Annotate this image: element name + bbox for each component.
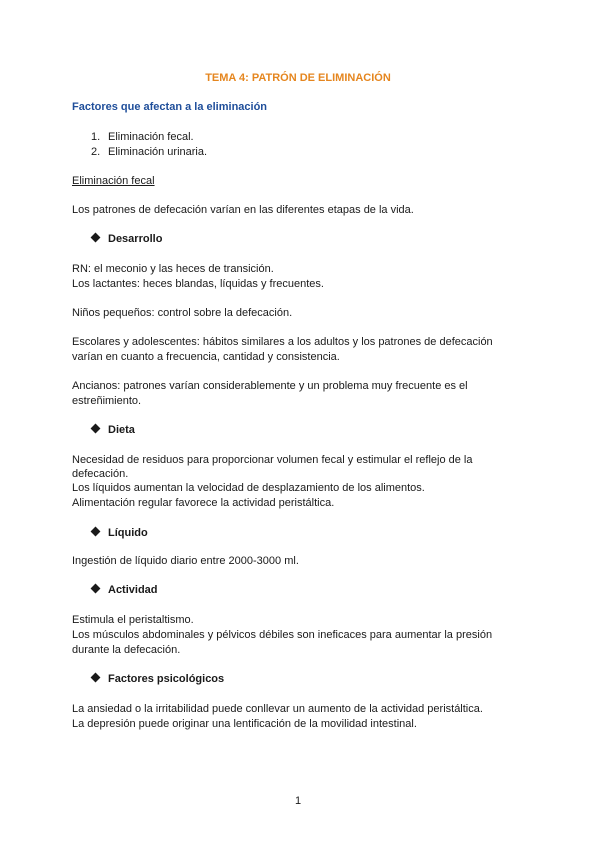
section-heading: Factores que afectan a la eliminación: [72, 101, 268, 113]
diamond-bullet-icon: [91, 584, 101, 594]
paragraph-line: La ansiedad o la irritabilidad puede conllevar un aumento de la actividad peristáltica.: [72, 703, 483, 715]
paragraph-line: RN: el meconio y las heces de transición.: [72, 263, 274, 275]
bullet-heading: [92, 526, 148, 541]
list-item: Eliminación urinaria.: [108, 146, 208, 158]
bullet-heading: [92, 232, 162, 247]
paragraph-line: La depresión puede originar una lentificación de la movilidad intestinal.: [72, 718, 417, 730]
bullet-heading: [92, 583, 158, 598]
page-number: 1: [294, 795, 302, 807]
paragraph-line: varían en cuanto a frecuencia, cantidad y consistencia.: [72, 351, 340, 363]
list-item-number: 2.: [91, 146, 101, 158]
paragraph-line: Escolares y adolescentes: hábitos similares a los adultos y los patrones de defecación: [72, 336, 493, 348]
paragraph-line: Estimula el peristaltismo.: [72, 614, 194, 626]
subheading: Eliminación fecal: [72, 175, 155, 187]
bullet-heading-label: Desarrollo: [108, 233, 163, 245]
list-item: Eliminación fecal.: [108, 131, 194, 143]
paragraph-line: durante la defecación.: [72, 644, 181, 656]
paragraph-line: Niños pequeños: control sobre la defecación.: [72, 307, 293, 319]
paragraph-line: defecación.: [72, 468, 129, 480]
bullet-heading-label: Dieta: [108, 424, 135, 436]
paragraph-line: Los lactantes: heces blandas, líquidas y frecuentes.: [72, 278, 324, 290]
bullet-heading-label: Líquido: [108, 527, 148, 539]
list-item-number: 1.: [91, 131, 101, 143]
bullet-heading-label: Factores psicológicos: [108, 673, 225, 685]
bullet-heading: [92, 672, 224, 687]
paragraph-line: Los músculos abdominales y pélvicos débiles son ineficaces para aumentar la presión: [72, 629, 493, 641]
paragraph-line: Ancianos: patrones varían considerablemente y un problema muy frecuente es el: [72, 380, 468, 392]
paragraph-line: Los líquidos aumentan la velocidad de desplazamiento de los alimentos.: [72, 482, 425, 494]
bullet-heading: [92, 423, 135, 438]
paragraph-line: Ingestión de líquido diario entre 2000-3000 ml.: [72, 555, 299, 567]
bullet-heading-label: Actividad: [108, 584, 158, 596]
diamond-bullet-icon: [91, 527, 101, 537]
diamond-bullet-icon: [91, 673, 101, 683]
paragraph-line: Necesidad de residuos para proporcionar volumen fecal y estimular el reflejo de la: [72, 454, 473, 466]
paragraph: Los patrones de defecación varían en las diferentes etapas de la vida.: [72, 204, 414, 216]
paragraph-line: estreñimiento.: [72, 395, 142, 407]
page-title: TEMA 4: PATRÓN DE ELIMINACIÓN: [205, 72, 391, 84]
diamond-bullet-icon: [91, 233, 101, 243]
paragraph-line: Alimentación regular favorece la actividad peristáltica.: [72, 497, 335, 509]
diamond-bullet-icon: [91, 424, 101, 434]
